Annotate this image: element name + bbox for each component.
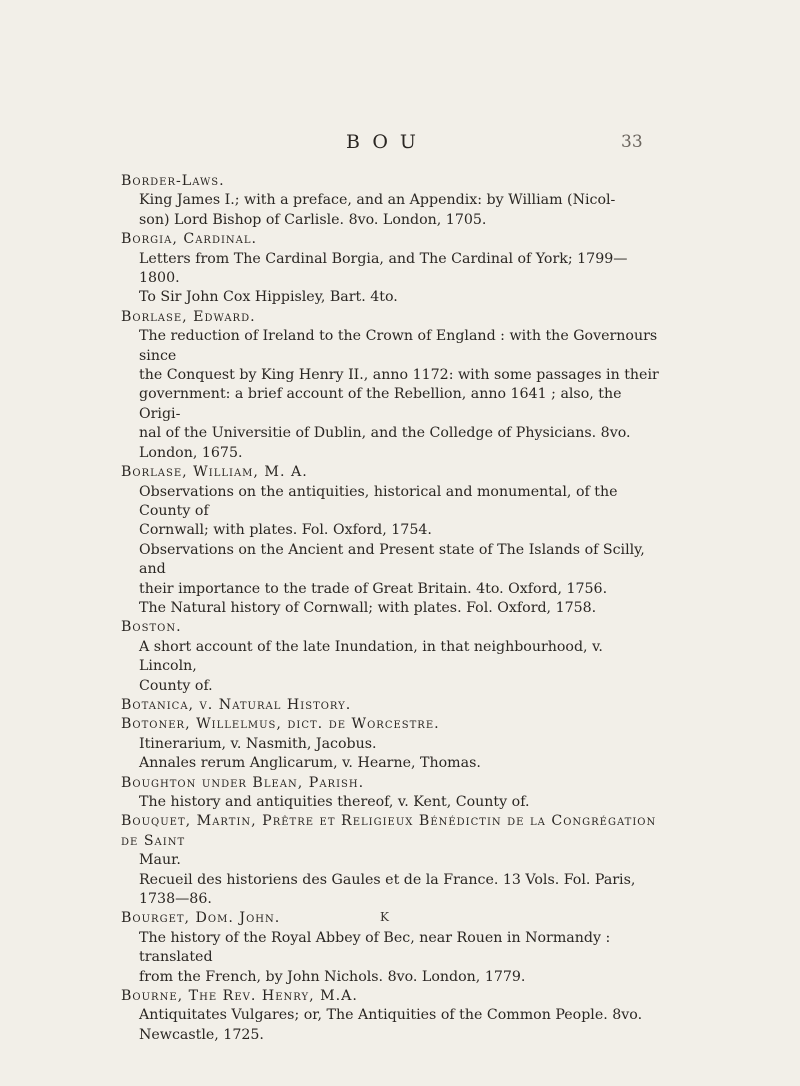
entry-heading: Botoner, Willelmus, dict. de Worcestre. [121,716,440,733]
bibliography-entry [121,463,661,618]
entry-line: The history of the Royal Abbey of Bec, near Rouen in Normandy : translated [139,929,611,966]
entry-heading: Bourget, Dom. John. [121,910,281,927]
entry-line: Annales rerum Anglicarum, v. Hearne, Thomas. [139,755,481,772]
entry-heading: Boughton under Blean, Parish. [121,774,365,791]
entry-heading: Borlase, William, M. A. [121,464,308,481]
entry-list [121,172,661,1045]
page-number: 33 [621,132,643,152]
entry-line: The reduction of Ireland to the Crown of England : with the Governours since [139,328,658,364]
entry-heading: Borgia, Cardinal. [121,231,258,248]
entry-line: Newcastle, 1725. [139,1026,264,1043]
entry-line: The history and antiquities thereof, v. Kent, County of. [139,794,530,810]
entry-line: The Natural history of Cornwall; with plates. Fol. Oxford, 1758. [139,599,597,616]
bibliography-entry [121,172,661,230]
entry-line: Recueil des historiens des Gaules et de la France. 13 Vols. Fol. Paris, [139,871,636,888]
bibliography-entry [121,812,661,909]
entry-line: Observations on the Ancient and Present state of The Islands of Scilly, and [139,541,645,578]
entry-line: Maur. [139,852,181,869]
entry-line: Antiquitates Vulgares; or, The Antiquities of the Common People. 8vo. [139,1007,643,1024]
entry-line: A short account of the late Inundation, in that neighbourhood, v. Lincoln, [139,638,603,675]
entry-line: Cornwall; with plates. Fol. Oxford, 1754. [139,522,432,539]
bibliography-entry [121,987,661,1045]
entry-line: government: a brief account of the Rebellion, anno 1641 ; also, the Origi- [139,386,622,422]
bibliography-entry [121,909,661,987]
entry-line: Letters from The Cardinal Borgia, and The Cardinal of York; 1799—1800. [139,250,628,287]
entry-heading: Bouquet, Martin, Prêtre et Religieux Bénédictin de la Congrégation de Saint [121,813,657,849]
entry-heading: Bourne, The Rev. Henry, M.A. [121,988,358,1005]
entry-line: from the French, by John Nichols. 8vo. London, 1779. [139,968,526,985]
entry-heading: Botanica, v. Natural History. [121,696,352,713]
entry-line: London, 1675. [139,444,243,461]
bibliography-entry [121,696,661,715]
entry-line: son) Lord Bishop of Carlisle. 8vo. London, 1705. [139,211,487,228]
entry-line: their importance to the trade of Great Britain. 4to. Oxford, 1756. [139,580,608,597]
entry-line: the Conquest by King Henry II., anno 1172: with some passages in their [139,367,659,384]
entry-line: King James I.; with a preface, and an Appendix: by William (Nicol- [139,192,616,209]
entry-line: To Sir John Cox Hippisley, Bart. 4to. [139,289,398,306]
bibliography-entry [121,618,661,696]
entry-line: County of. [139,677,213,694]
entry-line: nal of the Universitie of Dublin, and the Colledge of Physicians. 8vo. [139,425,631,442]
signature-mark: K [380,910,389,924]
entry-line: Observations on the antiquities, historical and monumental, of the County of [139,483,618,519]
running-head-title: BOU [346,131,428,153]
entry-heading: Boston. [121,619,182,636]
entry-line: 1738—86. [139,891,212,908]
running-head [0,131,800,161]
bibliography-entry [121,308,661,463]
entry-line: Itinerarium, v. Nasmith, Jacobus. [139,735,377,752]
bibliography-entry [121,230,661,308]
bibliography-entry [121,774,661,813]
entry-heading: Borlase, Edward. [121,308,256,325]
entry-heading: Border-Laws. [121,173,225,189]
bibliography-entry [121,715,661,773]
